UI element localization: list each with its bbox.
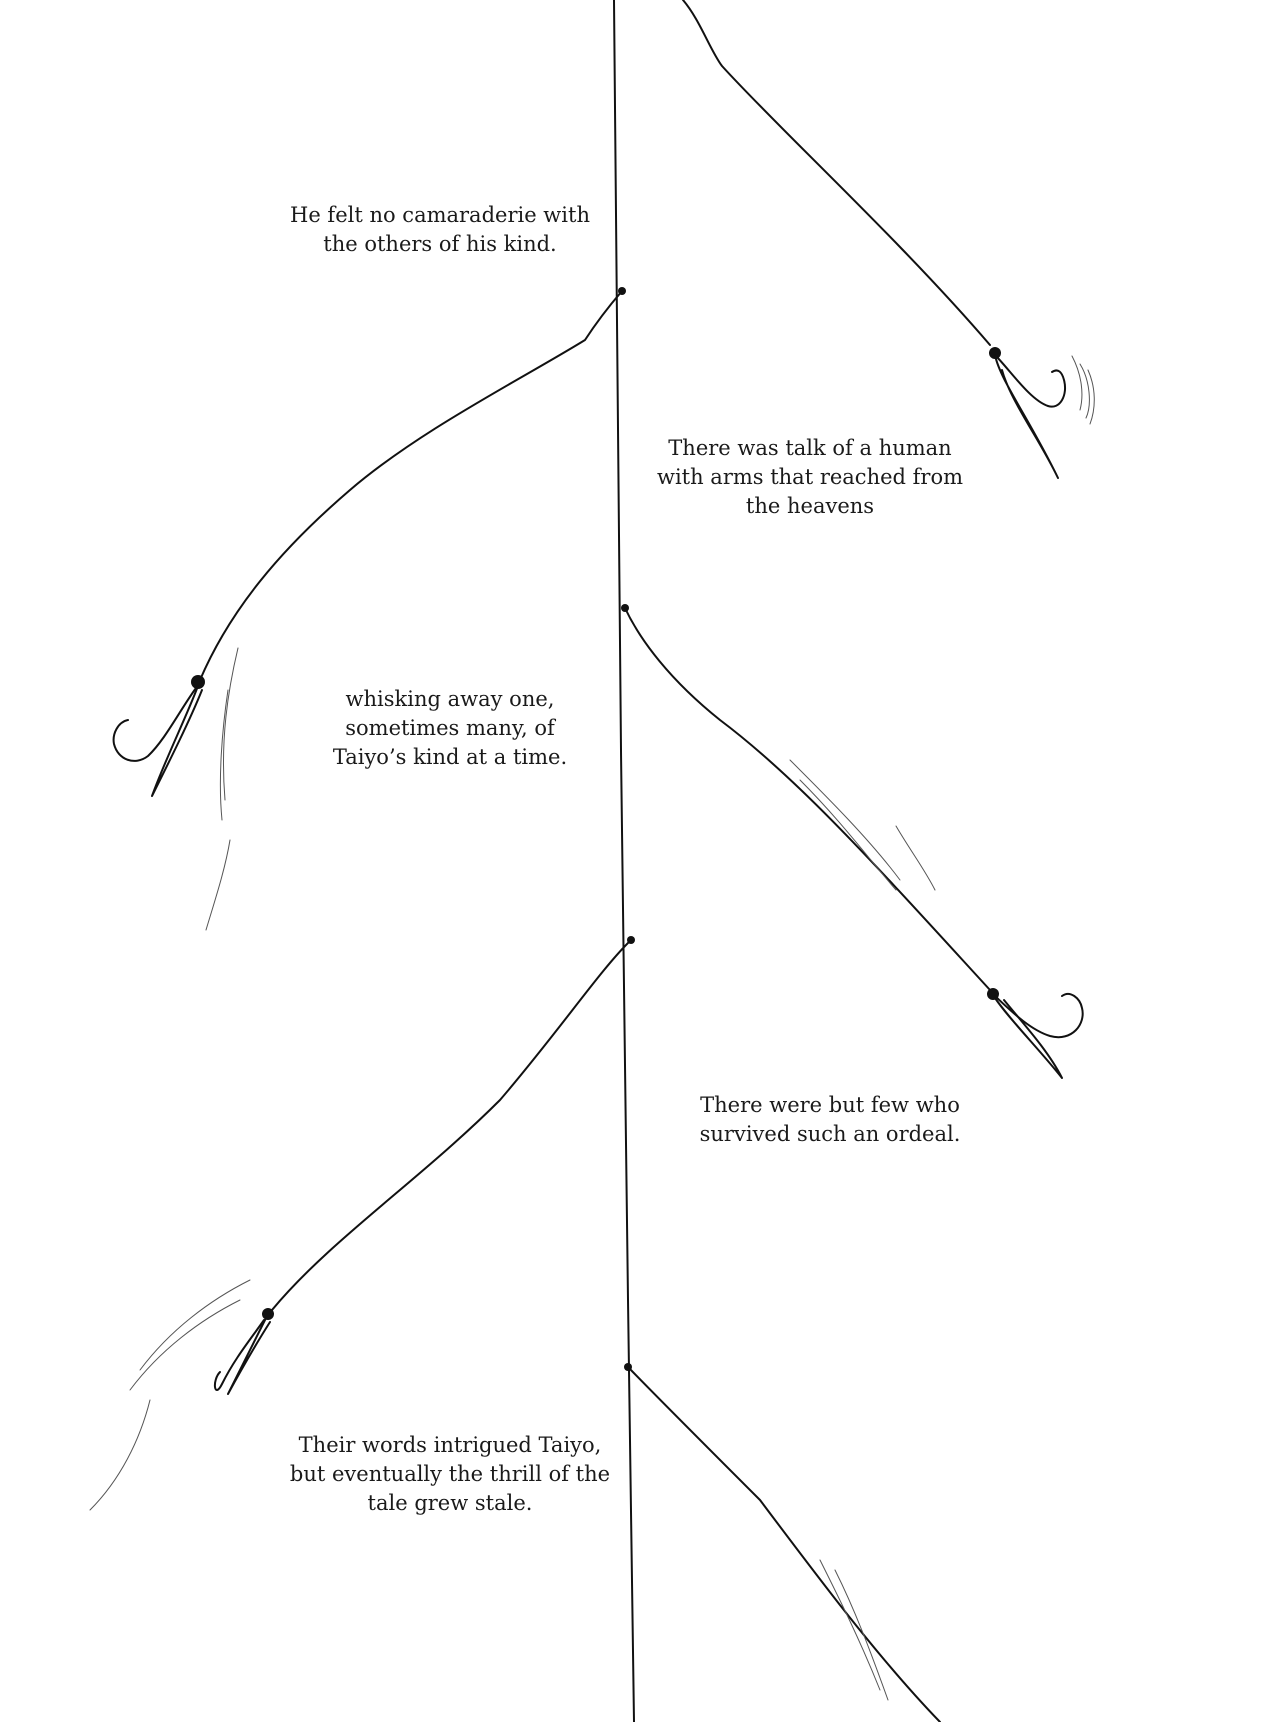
branch-line-right-4 <box>628 1367 940 1722</box>
branch-line-right-2 <box>625 608 990 990</box>
branch-line-left-3 <box>272 940 631 1310</box>
branch-line-left-1 <box>200 291 622 680</box>
motion-lines-icon <box>820 1560 888 1700</box>
fishing-hook-icon <box>989 347 1065 478</box>
branch-line-top-right <box>683 0 990 345</box>
motion-lines-icon <box>790 760 935 890</box>
motion-lines-icon <box>206 648 238 930</box>
fishing-hook-icon <box>215 1308 274 1394</box>
narration-caption: He felt no camaraderie with the others of his kind. <box>290 203 590 256</box>
narration-caption: There were but few who survived such an ordeal. <box>699 1093 961 1146</box>
fishing-hook-icon <box>114 675 205 796</box>
motion-lines-icon <box>1072 356 1094 424</box>
fishing-hook-icon <box>987 988 1083 1078</box>
motion-lines-icon <box>90 1280 250 1510</box>
narration-caption: Their words intrigued Taiyo, but eventually the thrill of the tale grew stale. <box>289 1433 611 1515</box>
narration-caption: whisking away one, sometimes many, of Taiyo’s kind at a time. <box>332 687 568 769</box>
narration-caption: There was talk of a human with arms that reached from the heavens <box>656 436 964 518</box>
